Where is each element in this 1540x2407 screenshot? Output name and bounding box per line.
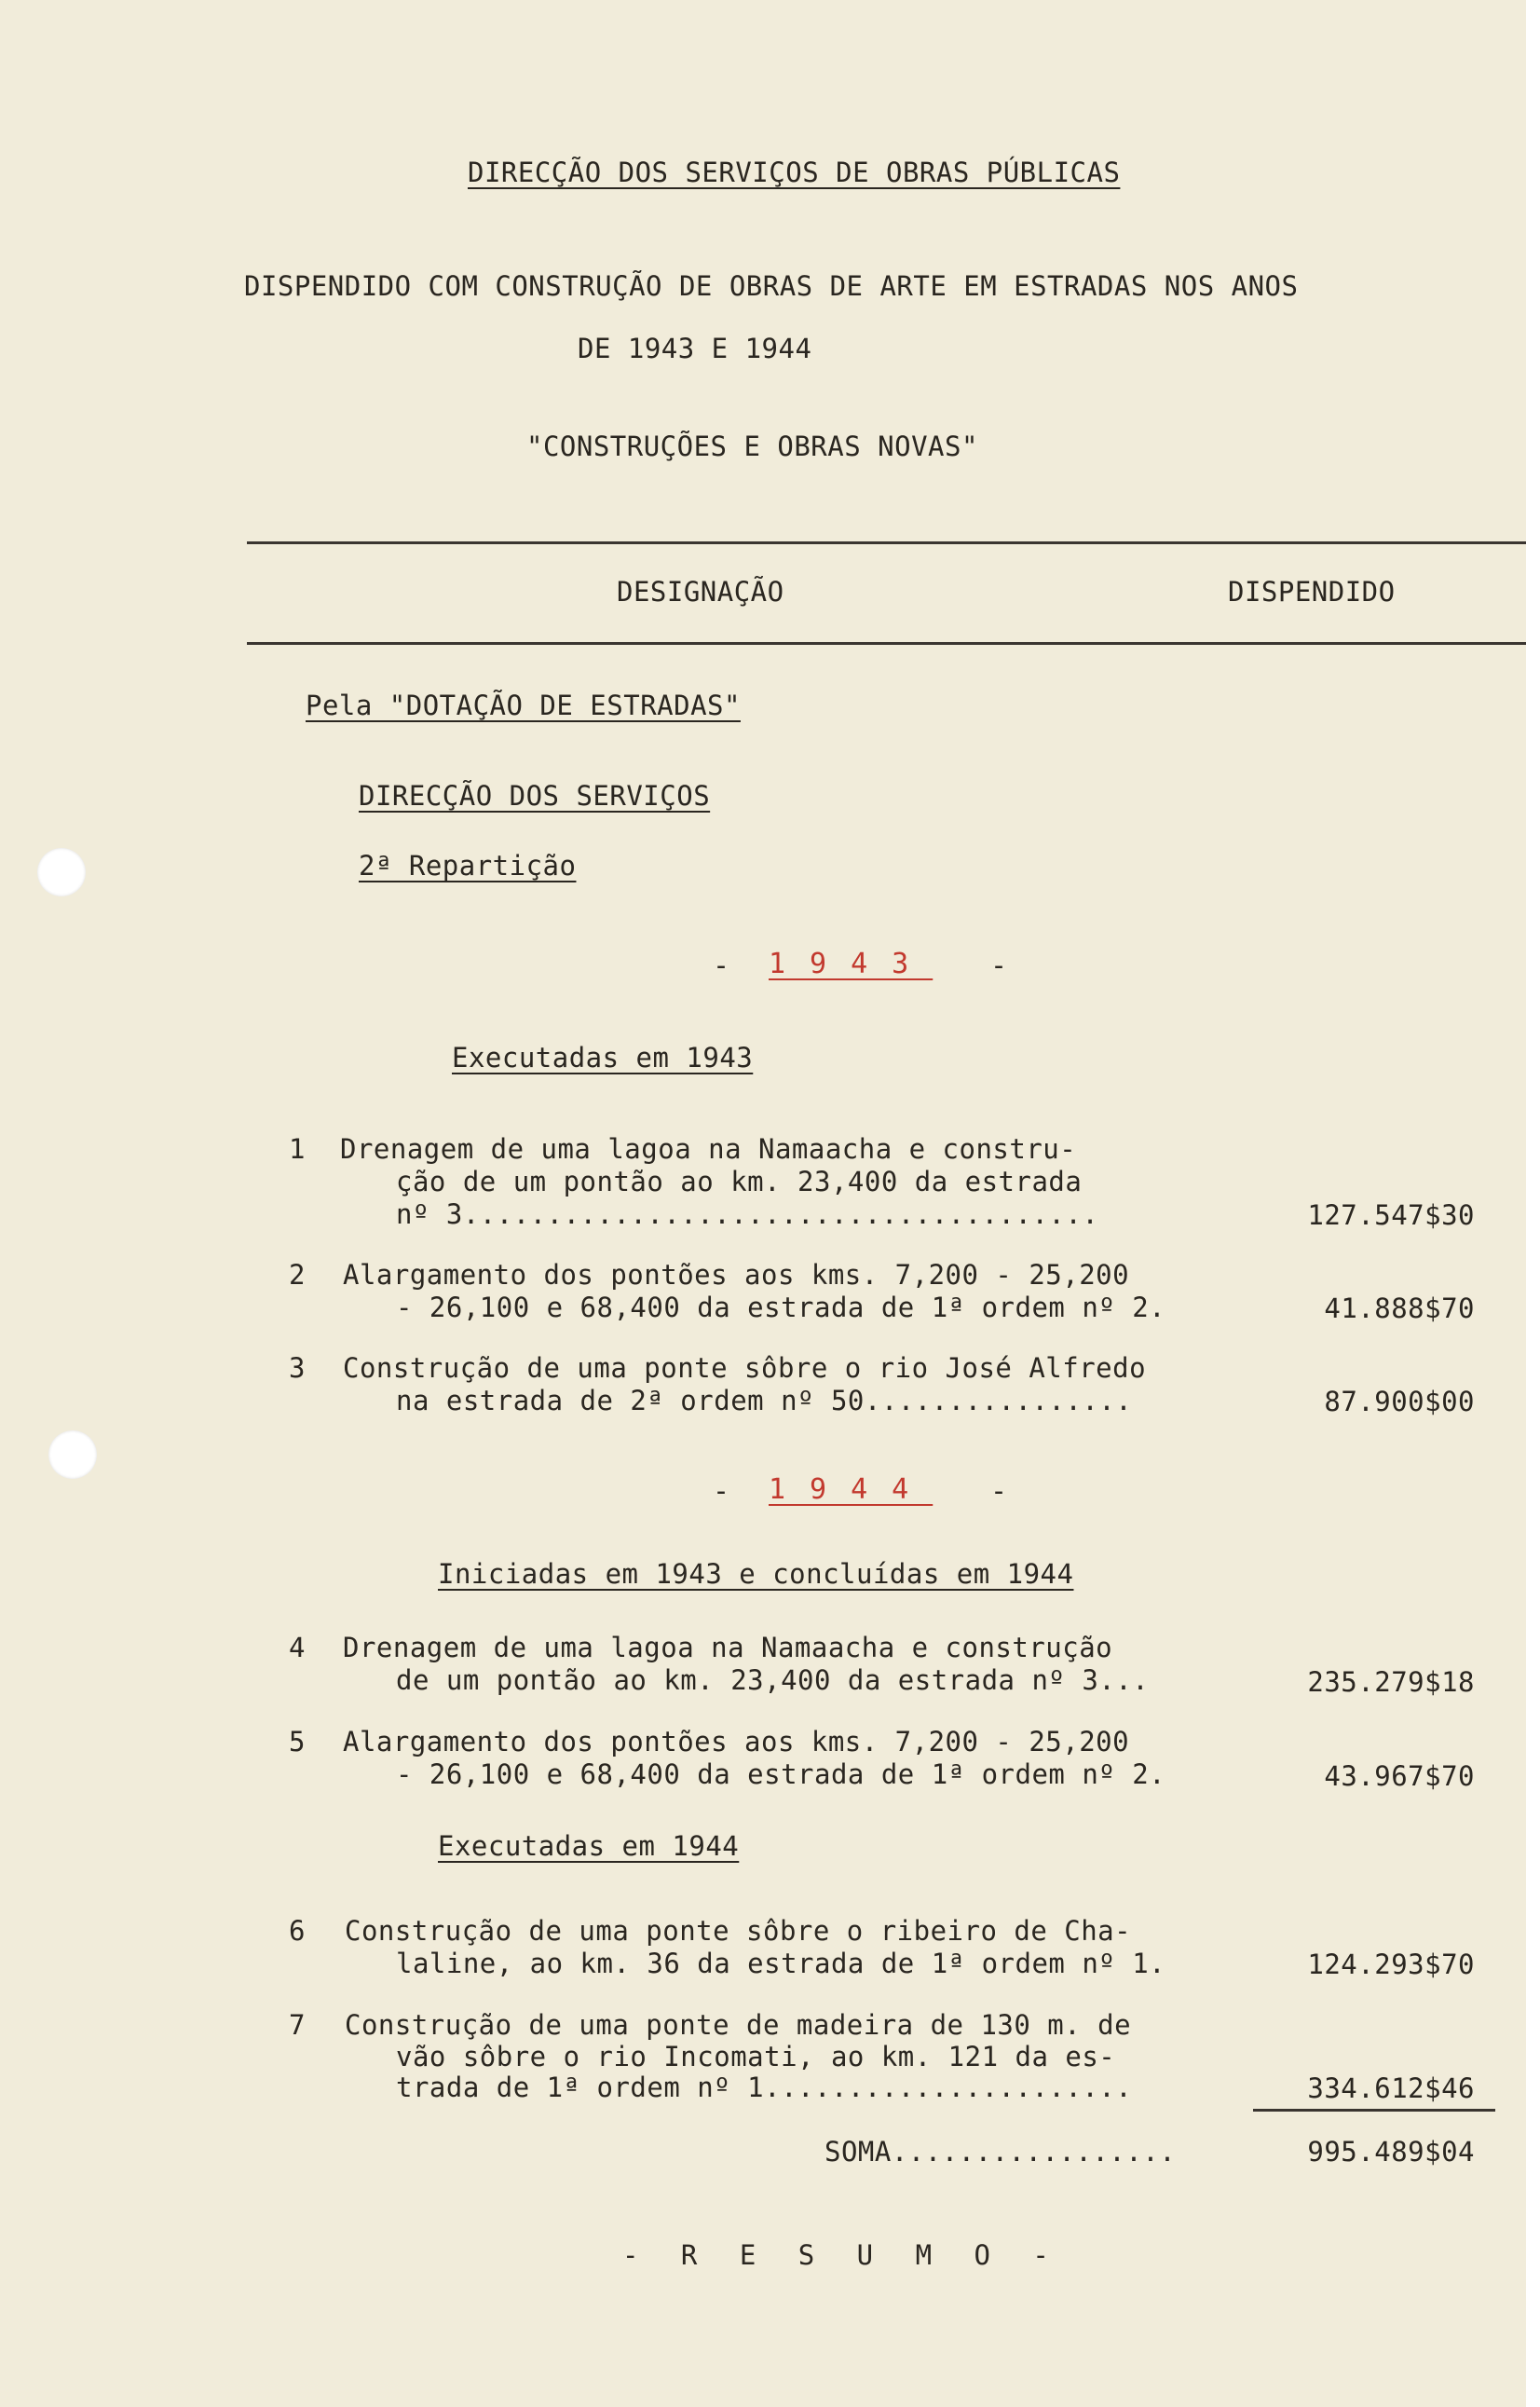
item-text-line: Alargamento dos pontões aos kms. 7,200 - 25,200 bbox=[343, 1726, 1130, 1757]
item-number: 1 bbox=[289, 1133, 306, 1165]
section-executed-1944: Executadas em 1944 bbox=[438, 1830, 740, 1862]
item-number: 3 bbox=[289, 1352, 306, 1384]
item-amount: 41.888$70 bbox=[1324, 1292, 1475, 1324]
year-1944: 1944 bbox=[769, 1473, 934, 1506]
item-amount: 235.279$18 bbox=[1307, 1666, 1475, 1698]
year-dash-left: - bbox=[713, 1475, 730, 1508]
item-text-line: Alargamento dos pontões aos kms. 7,200 - 25,200 bbox=[343, 1259, 1130, 1291]
item-text-line: Construção de uma ponte de madeira de 130 m. de bbox=[345, 2009, 1132, 2041]
division-heading: 2ª Repartição bbox=[359, 850, 577, 882]
item-text-line: Construção de uma ponte sôbre o rio José Alfredo bbox=[343, 1352, 1147, 1384]
year-dash-right: - bbox=[990, 1475, 1008, 1508]
year-dash-right: - bbox=[990, 950, 1008, 982]
page-edge bbox=[1526, 0, 1540, 2407]
item-amount: 43.967$70 bbox=[1324, 1760, 1475, 1792]
item-number: 4 bbox=[289, 1632, 306, 1663]
item-number: 2 bbox=[289, 1259, 306, 1291]
item-text-line: Drenagem de uma lagoa na Namaacha e construção bbox=[343, 1632, 1113, 1663]
item-text-line: ção de um pontão ao km. 23,400 da estrada bbox=[396, 1166, 1083, 1197]
item-text-line: na estrada de 2ª ordem nº 50................ bbox=[396, 1385, 1133, 1416]
item-text-line: - 26,100 e 68,400 da estrada de 1ª ordem nº 2. bbox=[396, 1758, 1166, 1790]
item-number: 5 bbox=[289, 1726, 306, 1757]
total-rule bbox=[1253, 2109, 1495, 2112]
document-title-line2: DE 1943 E 1944 bbox=[578, 333, 812, 364]
item-text-line: trada de 1ª ordem nº 1...................... bbox=[396, 2072, 1133, 2103]
funding-heading: Pela "DOTAÇÃO DE ESTRADAS" bbox=[306, 690, 741, 721]
punch-hole bbox=[48, 1430, 97, 1479]
year-1943: 1943 bbox=[769, 948, 934, 980]
section-started-1943-concluded-1944: Iniciadas em 1943 e concluídas em 1944 bbox=[438, 1558, 1074, 1590]
section-executed-1943: Executadas em 1943 bbox=[452, 1042, 754, 1074]
item-amount: 124.293$70 bbox=[1307, 1949, 1475, 1980]
total-amount: 995.489$04 bbox=[1307, 2136, 1475, 2168]
item-text-line: Drenagem de uma lagoa na Namaacha e constru- bbox=[340, 1133, 1077, 1165]
summary-heading: - R E S U M O - bbox=[622, 2239, 1062, 2271]
document-title-line1: DISPENDIDO COM CONSTRUÇÃO DE OBRAS DE ARTE EM ESTRADAS NOS ANOS bbox=[244, 270, 1299, 302]
item-text-line: - 26,100 e 68,400 da estrada de 1ª ordem nº 2. bbox=[396, 1292, 1166, 1323]
column-header-spent: DISPENDIDO bbox=[1228, 576, 1396, 608]
item-text-line: Construção de uma ponte sôbre o ribeiro de Cha- bbox=[345, 1915, 1132, 1947]
document-subtitle: "CONSTRUÇÕES E OBRAS NOVAS" bbox=[526, 431, 978, 462]
item-amount: 127.547$30 bbox=[1307, 1199, 1475, 1231]
service-heading: DIRECÇÃO DOS SERVIÇOS bbox=[359, 780, 711, 812]
item-number: 7 bbox=[289, 2009, 306, 2041]
punch-hole bbox=[37, 848, 86, 896]
item-number: 6 bbox=[289, 1915, 306, 1947]
total-label: SOMA................. bbox=[825, 2136, 1177, 2168]
year-dash-left: - bbox=[713, 950, 730, 982]
item-text-line: laline, ao km. 36 da estrada de 1ª ordem nº 1. bbox=[396, 1948, 1166, 1979]
item-text-line: vão sôbre o rio Incomati, ao km. 121 da es- bbox=[396, 2041, 1116, 2072]
item-amount: 87.900$00 bbox=[1324, 1386, 1475, 1417]
department-title: DIRECÇÃO DOS SERVIÇOS DE OBRAS PÚBLICAS bbox=[468, 157, 1121, 188]
column-header-designation: DESIGNAÇÃO bbox=[617, 576, 784, 608]
item-text-line: nº 3...................................... bbox=[396, 1198, 1099, 1230]
item-amount: 334.612$46 bbox=[1307, 2072, 1475, 2104]
table-top-rule bbox=[247, 541, 1526, 544]
table-header-rule bbox=[247, 642, 1526, 645]
item-text-line: de um pontão ao km. 23,400 da estrada nº 3... bbox=[396, 1664, 1150, 1696]
